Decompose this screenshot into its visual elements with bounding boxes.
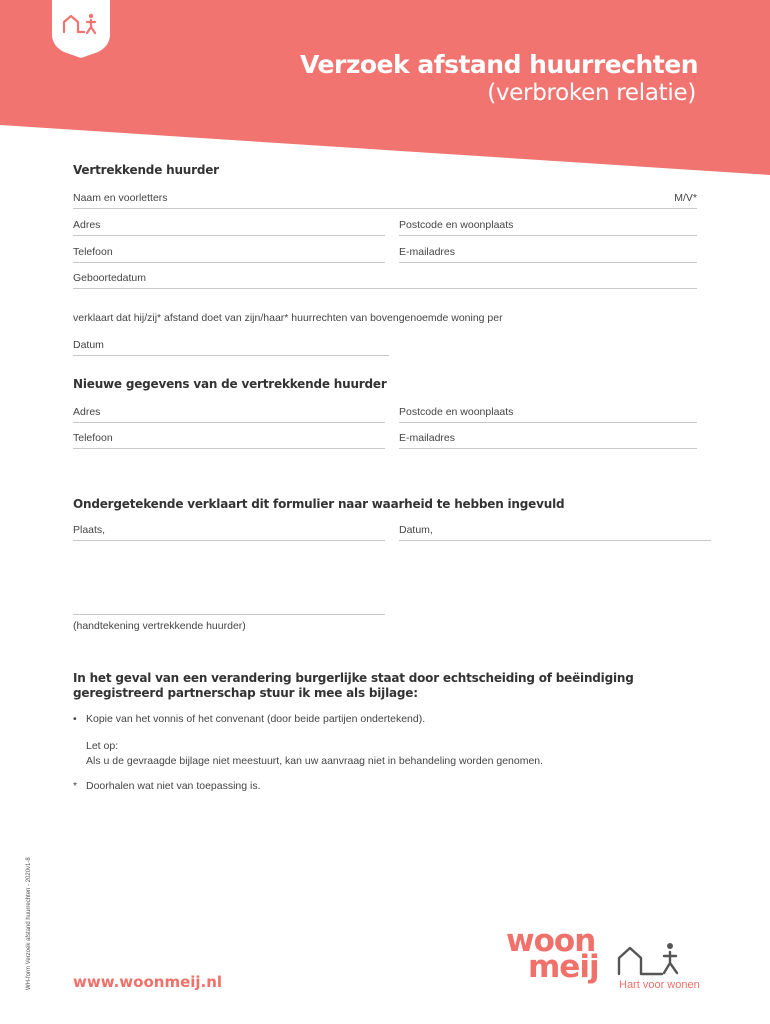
bullet-icon: • [73, 713, 77, 725]
place-label: Plaats, [73, 524, 106, 536]
address-field[interactable] [73, 217, 385, 236]
form-code: WH-form Verzoek afstand huurrechten - 2020v1-8 [26, 857, 32, 990]
section-heading-declaration: Ondergetekende verklaart dit formulier naar waarheid te hebben ingevuld [73, 497, 565, 511]
attachment-bullet [73, 713, 425, 725]
date-field[interactable] [73, 337, 389, 356]
brand-word-meij: meij [528, 949, 599, 985]
phone-label: Telefoon [73, 246, 113, 258]
signature-field[interactable] [73, 614, 385, 615]
email-label: E-mailadres [399, 246, 456, 258]
website-link[interactable]: www.woonmeij.nl [73, 973, 223, 991]
declaration-date-field[interactable] [399, 522, 711, 541]
new-postal-field[interactable] [399, 404, 697, 423]
new-email-label: E-mailadres [399, 432, 456, 444]
new-phone-field[interactable] [73, 430, 385, 449]
note-title: Let op: [86, 740, 119, 752]
brand-word-woon: woon [506, 923, 596, 959]
signature-caption: (handtekening vertrekkende huurder) [73, 620, 246, 632]
date-label: Datum [73, 339, 104, 351]
address-label: Adres [73, 219, 101, 231]
declaration-date-label: Datum, [399, 524, 433, 536]
page-subtitle: (verbroken relatie) [487, 80, 696, 106]
new-email-field[interactable] [399, 430, 697, 449]
brand-logo [504, 922, 704, 997]
birthdate-field[interactable] [73, 270, 697, 289]
new-phone-label: Telefoon [73, 432, 113, 444]
birthdate-label: Geboortedatum [73, 272, 146, 284]
postal-field[interactable] [399, 217, 697, 236]
brand-tagline: Hart voor wonen [619, 979, 700, 991]
attachments-heading: In het geval van een verandering burgerlijke staat door echtscheiding of beëindiging geregistreerd partnerschap stuur ik mee als bijlage: [73, 671, 634, 700]
place-field[interactable] [73, 522, 385, 541]
footnote [73, 780, 261, 792]
gender-label: M/V* [674, 192, 697, 204]
email-field[interactable] [399, 244, 697, 263]
note-text: Als u de gevraagde bijlage niet meestuurt, kan uw aanvraag niet in behandeling worden genomen. [86, 755, 544, 767]
phone-field[interactable] [73, 244, 385, 263]
footnote-text: Doorhalen wat niet van toepassing is. [86, 780, 261, 792]
name-field[interactable] [73, 190, 697, 209]
statement-text: verklaart dat hij/zij* afstand doet van zijn/haar* huurrechten van bovengenoemde woning per [73, 312, 503, 324]
section-heading-departing-tenant: Vertrekkende huurder [73, 163, 219, 177]
page-title: Verzoek afstand huurrechten [300, 50, 698, 79]
header-tab [52, 0, 110, 58]
section-heading-new-details: Nieuwe gegevens van de vertrekkende huurder [73, 377, 387, 391]
attachment-bullet-text: Kopie van het vonnis of het convenant (door beide partijen ondertekend). [86, 713, 426, 725]
new-address-field[interactable] [73, 404, 385, 423]
name-label: Naam en voorletters [73, 192, 168, 204]
new-postal-label: Postcode en woonplaats [399, 406, 514, 418]
house-person-icon [616, 938, 682, 978]
attachment-note [86, 739, 543, 769]
new-address-label: Adres [73, 406, 101, 418]
postal-label: Postcode en woonplaats [399, 219, 514, 231]
footnote-mark: * [73, 780, 78, 792]
